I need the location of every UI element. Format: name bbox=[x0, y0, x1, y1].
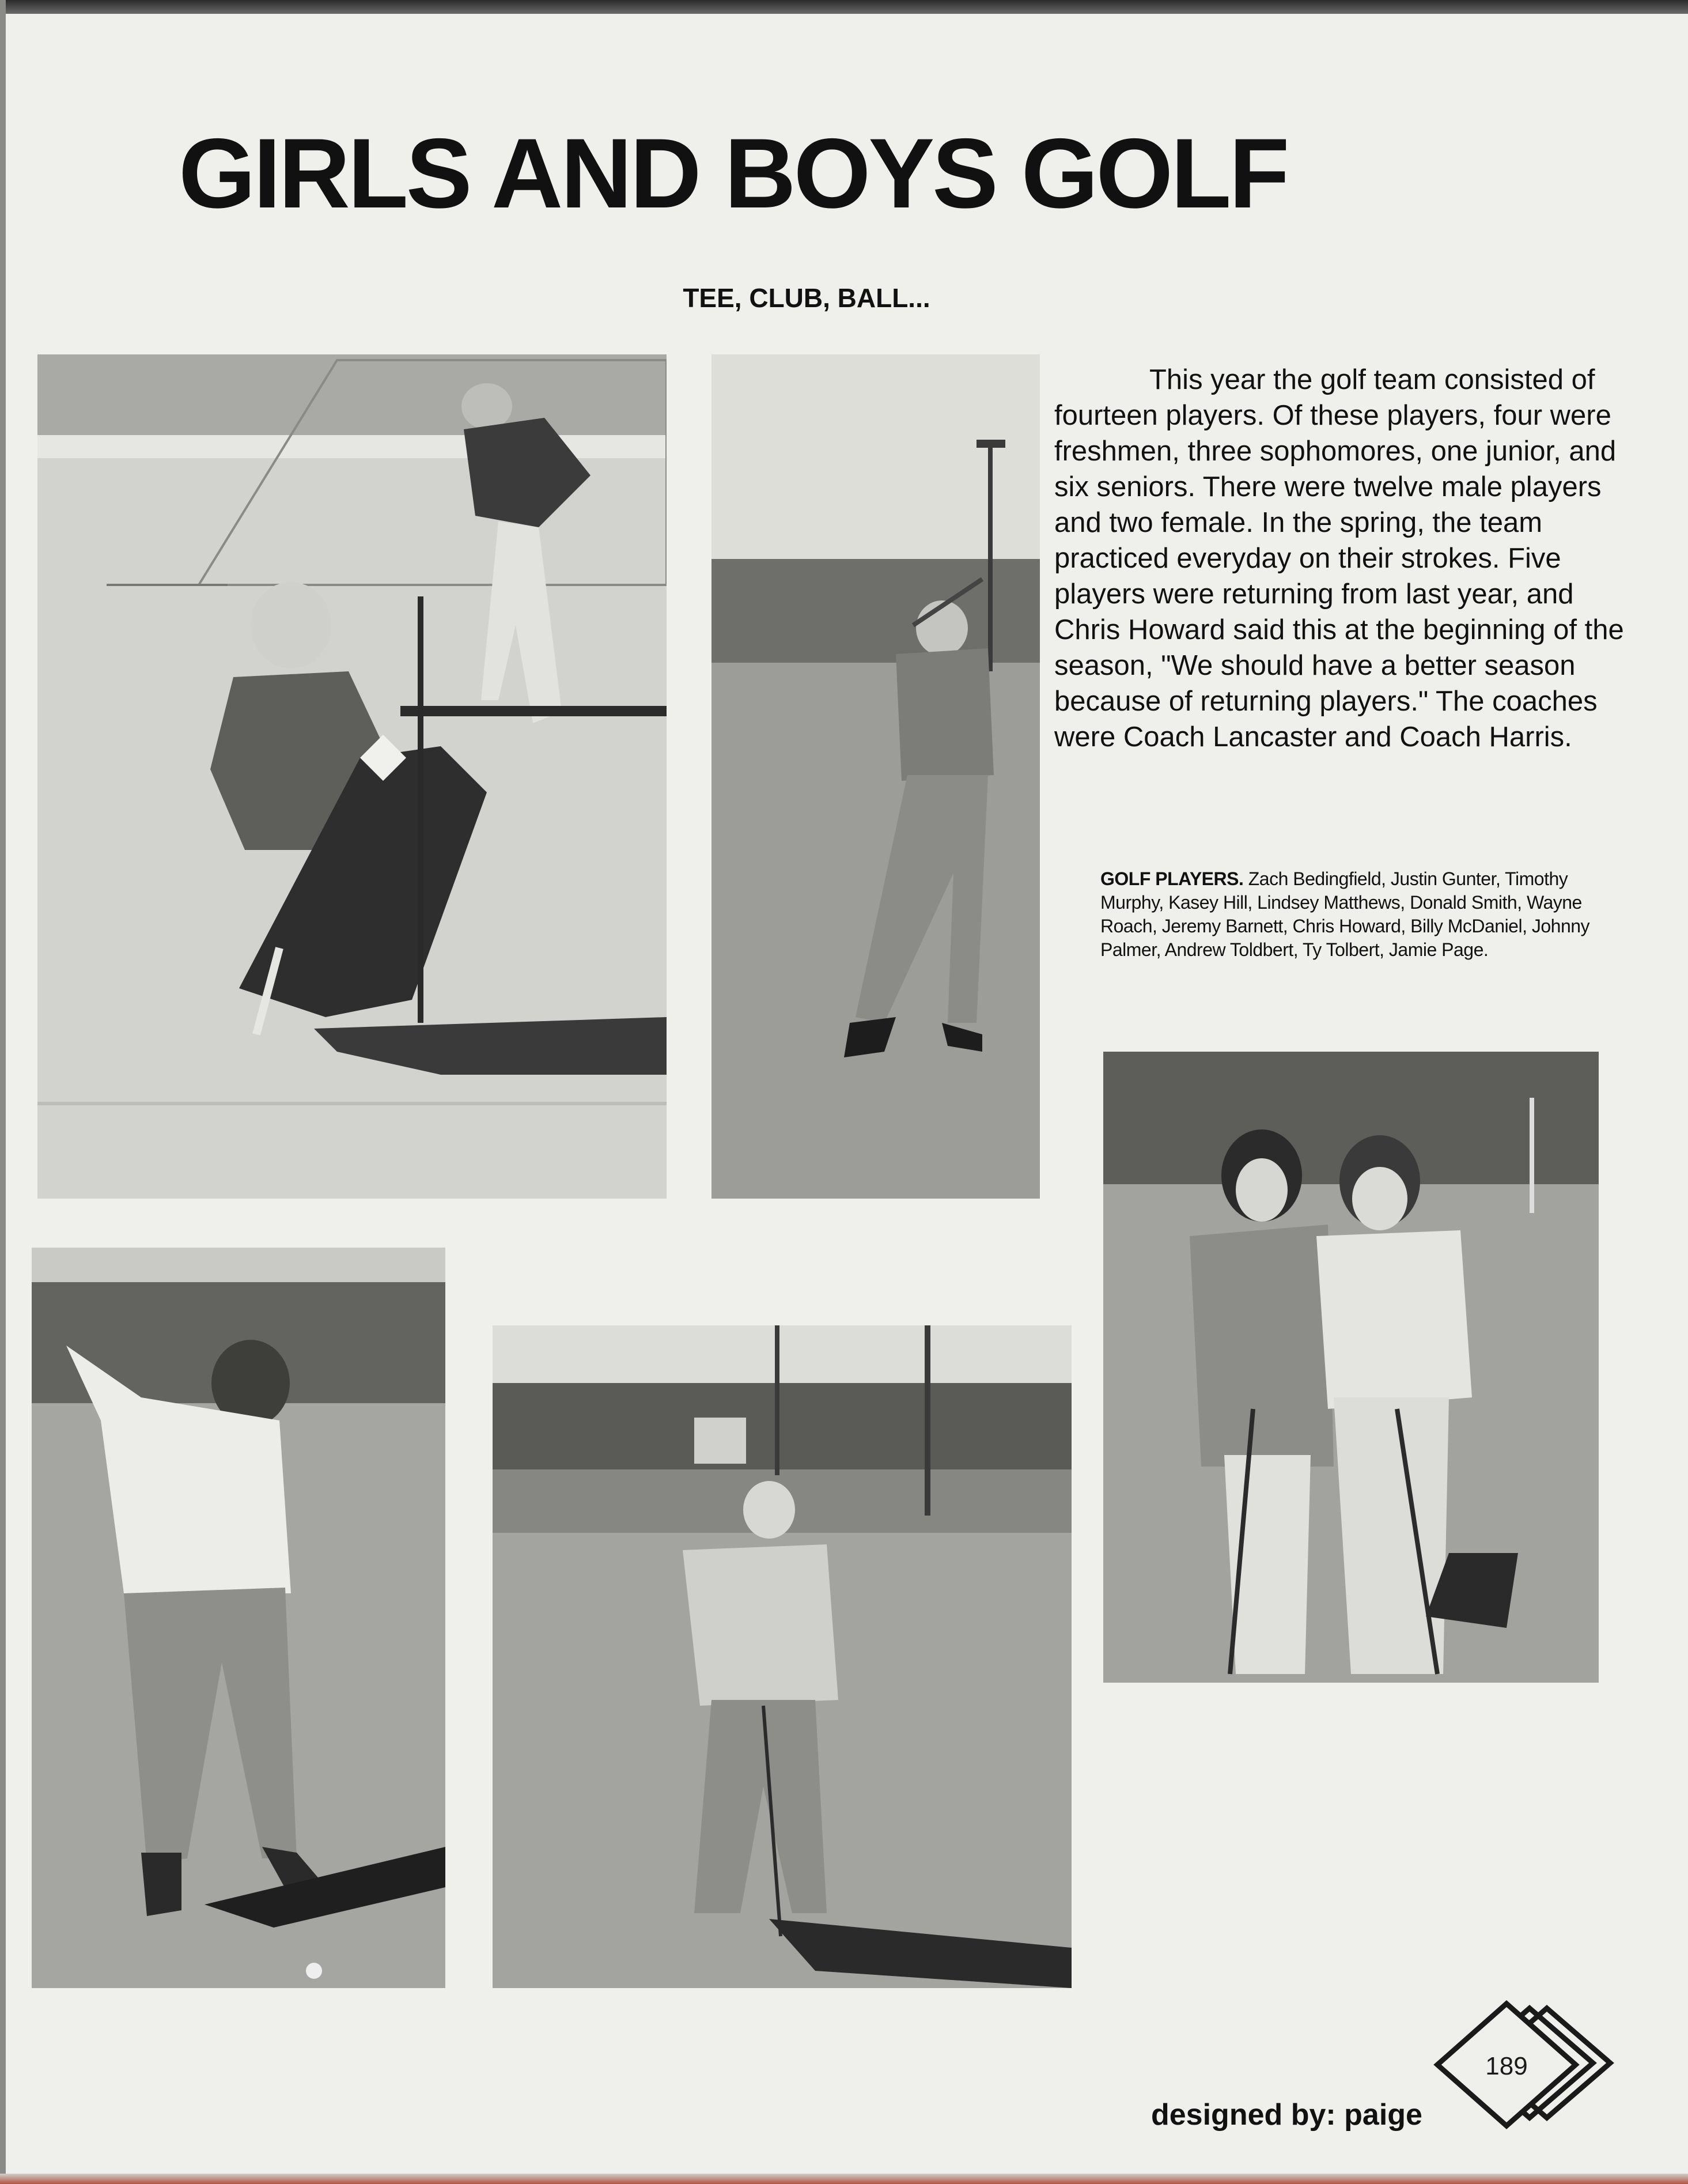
page-bottom-edge bbox=[0, 2174, 1688, 2184]
roster-names: Zach Bedingfield, Justin Gunter, Timothy Murphy, Kasey Hill, Lindsey Matthews, Donald Smith, Wayne Roach, Jeremy Barnett, Chris Howard, Billy McDaniel, Johnny Palmer, Andrew Toldbert, Ty Tolbert, Jamie Page. bbox=[1100, 868, 1590, 960]
page-number: 189 bbox=[1485, 2052, 1528, 2080]
photo-golfer-addressing-ball bbox=[493, 1325, 1072, 1988]
photo-golfer-backswing bbox=[32, 1248, 445, 1988]
golf-players-roster bbox=[1100, 867, 1590, 962]
page-top-edge bbox=[0, 0, 1688, 14]
page-left-edge bbox=[0, 0, 6, 2184]
page-number-diamond-logo bbox=[1432, 1997, 1622, 2135]
page-title: GIRLS AND BOYS GOLF bbox=[179, 118, 1288, 229]
article-body bbox=[1054, 362, 1630, 755]
designer-credit: designed by: paige bbox=[1151, 2098, 1422, 2132]
photo-golfer-follow-through bbox=[711, 354, 1040, 1199]
photo-two-girl-golfers bbox=[1103, 1052, 1599, 1683]
article-body-text: This year the golf team consisted of fourteen players. Of these players, four were freshmen, three sophomores, one junior, and six seniors. There were twelve male players and two female. In the spring, the team practiced everyday on their strokes. Five players were returning from last year, and Chris Howard said this at the beginning of the season, "We should have a better season because of returning players." The coaches were Coach Lancaster and Coach Harris. bbox=[1054, 364, 1624, 753]
photo-golfers-with-bag bbox=[37, 354, 667, 1199]
page-subtitle: TEE, CLUB, BALL... bbox=[683, 283, 930, 313]
roster-label: GOLF PLAYERS. bbox=[1100, 868, 1244, 889]
